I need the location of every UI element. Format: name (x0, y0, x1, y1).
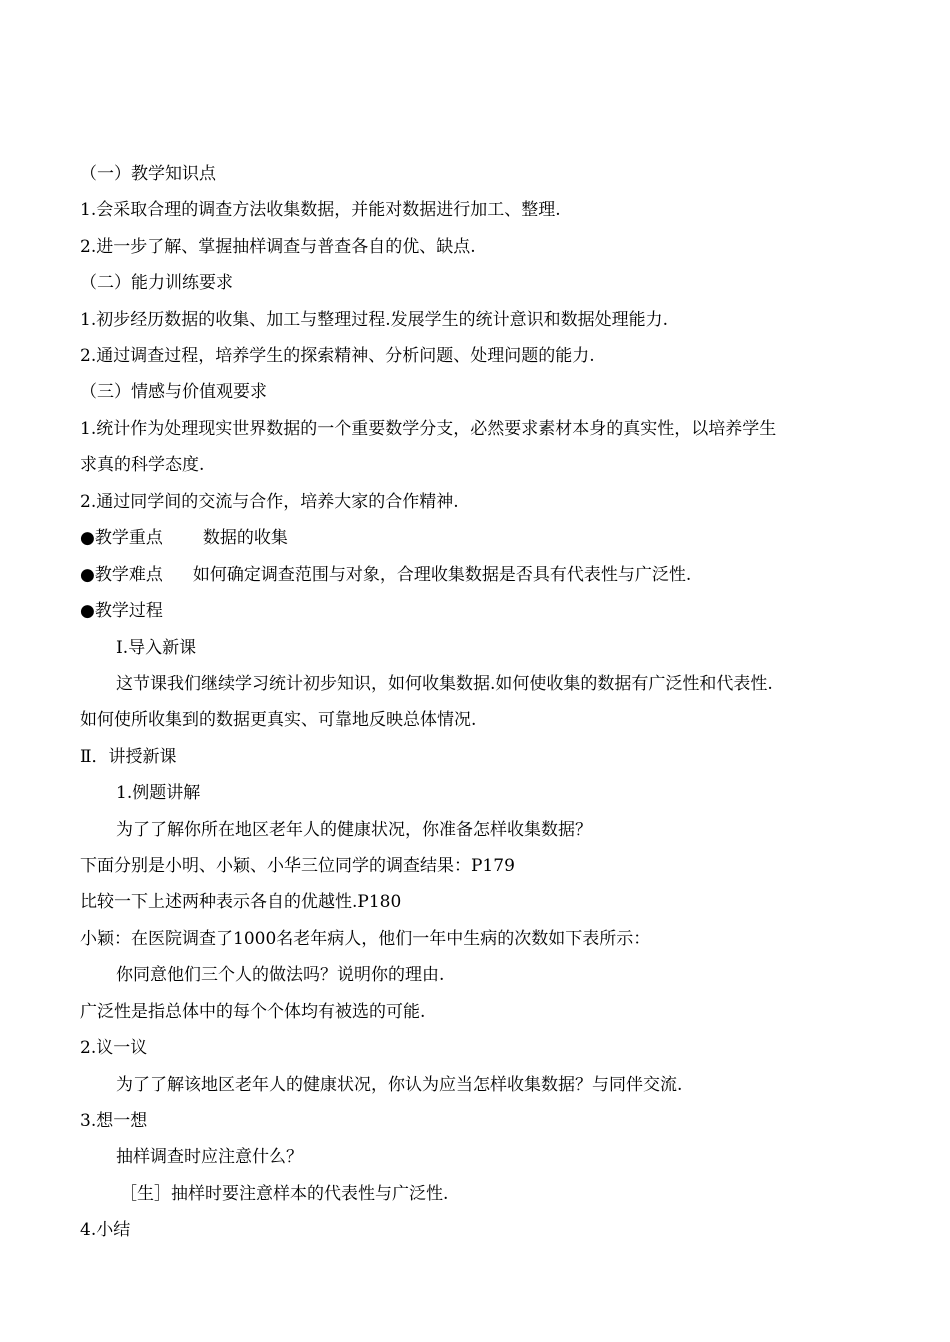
paragraph: 1.会采取合理的调查方法收集数据，并能对数据进行加工、整理. (80, 200, 561, 220)
paragraph: 广泛性是指总体中的每个个体均有被选的可能. (80, 1002, 426, 1022)
difficulty-row (80, 563, 880, 587)
section-heading-process: ●教学过程 (80, 601, 163, 621)
paragraph-continued: 求真的科学态度. (80, 455, 205, 475)
section-heading-knowledge: （一）教学知识点 (80, 164, 216, 184)
paragraph: 这节课我们继续学习统计初步知识，如何收集数据.如何使收集的数据有广泛性和代表性. (116, 674, 773, 694)
paragraph: 为了了解该地区老年人的健康状况，你认为应当怎样收集数据？与同伴交流. (116, 1075, 683, 1095)
paragraph: ［生］抽样时要注意样本的代表性与广泛性. (120, 1184, 449, 1204)
section-heading-values: （三）情感与价值观要求 (80, 382, 267, 402)
paragraph: 抽样调查时应注意什么？ (116, 1147, 303, 1167)
paragraph-continued: 如何使所收集到的数据更真实、可靠地反映总体情况. (80, 710, 477, 730)
subheading-discuss: 2.议一议 (80, 1038, 148, 1058)
paragraph: 下面分别是小明、小颖、小华三位同学的调查结果：P179 (80, 856, 515, 876)
paragraph: 你同意他们三个人的做法吗？说明你的理由. (116, 965, 445, 985)
key-point-label: ●教学重点 (80, 528, 163, 548)
section-heading-ability: （二）能力训练要求 (80, 273, 233, 293)
paragraph: 比较一下上述两种表示各自的优越性.P180 (80, 892, 402, 912)
subheading-summary: 4.小结 (80, 1220, 131, 1240)
difficulty-value: 如何确定调查范围与对象，合理收集数据是否具有代表性与广泛性. (192, 565, 692, 585)
subheading-intro: Ⅰ.导入新课 (116, 638, 197, 658)
paragraph: 1.初步经历数据的收集、加工与整理过程.发展学生的统计意识和数据处理能力. (80, 310, 669, 330)
key-point-value: 数据的收集 (202, 528, 288, 548)
subheading-think: 3.想一想 (80, 1111, 148, 1131)
subheading-new-lesson: Ⅱ．讲授新课 (80, 747, 177, 767)
paragraph: 1.统计作为处理现实世界数据的一个重要数学分支，必然要求素材本身的真实性，以培养学生 (80, 419, 777, 439)
paragraph: 2.通过同学间的交流与合作，培养大家的合作精神. (80, 492, 459, 512)
paragraph: 2.通过调查过程，培养学生的探索精神、分析问题、处理问题的能力. (80, 346, 595, 366)
paragraph: 小颖：在医院调查了1000名老年病人，他们一年中生病的次数如下表所示： (80, 929, 651, 949)
paragraph: 2.进一步了解、掌握抽样调查与普查各自的优、缺点. (80, 237, 476, 257)
subheading-example: 1.例题讲解 (116, 783, 201, 803)
paragraph: 为了了解你所在地区老年人的健康状况，你准备怎样收集数据？ (116, 820, 592, 840)
difficulty-label: ●教学难点 (80, 565, 163, 585)
key-point-row (80, 526, 880, 550)
